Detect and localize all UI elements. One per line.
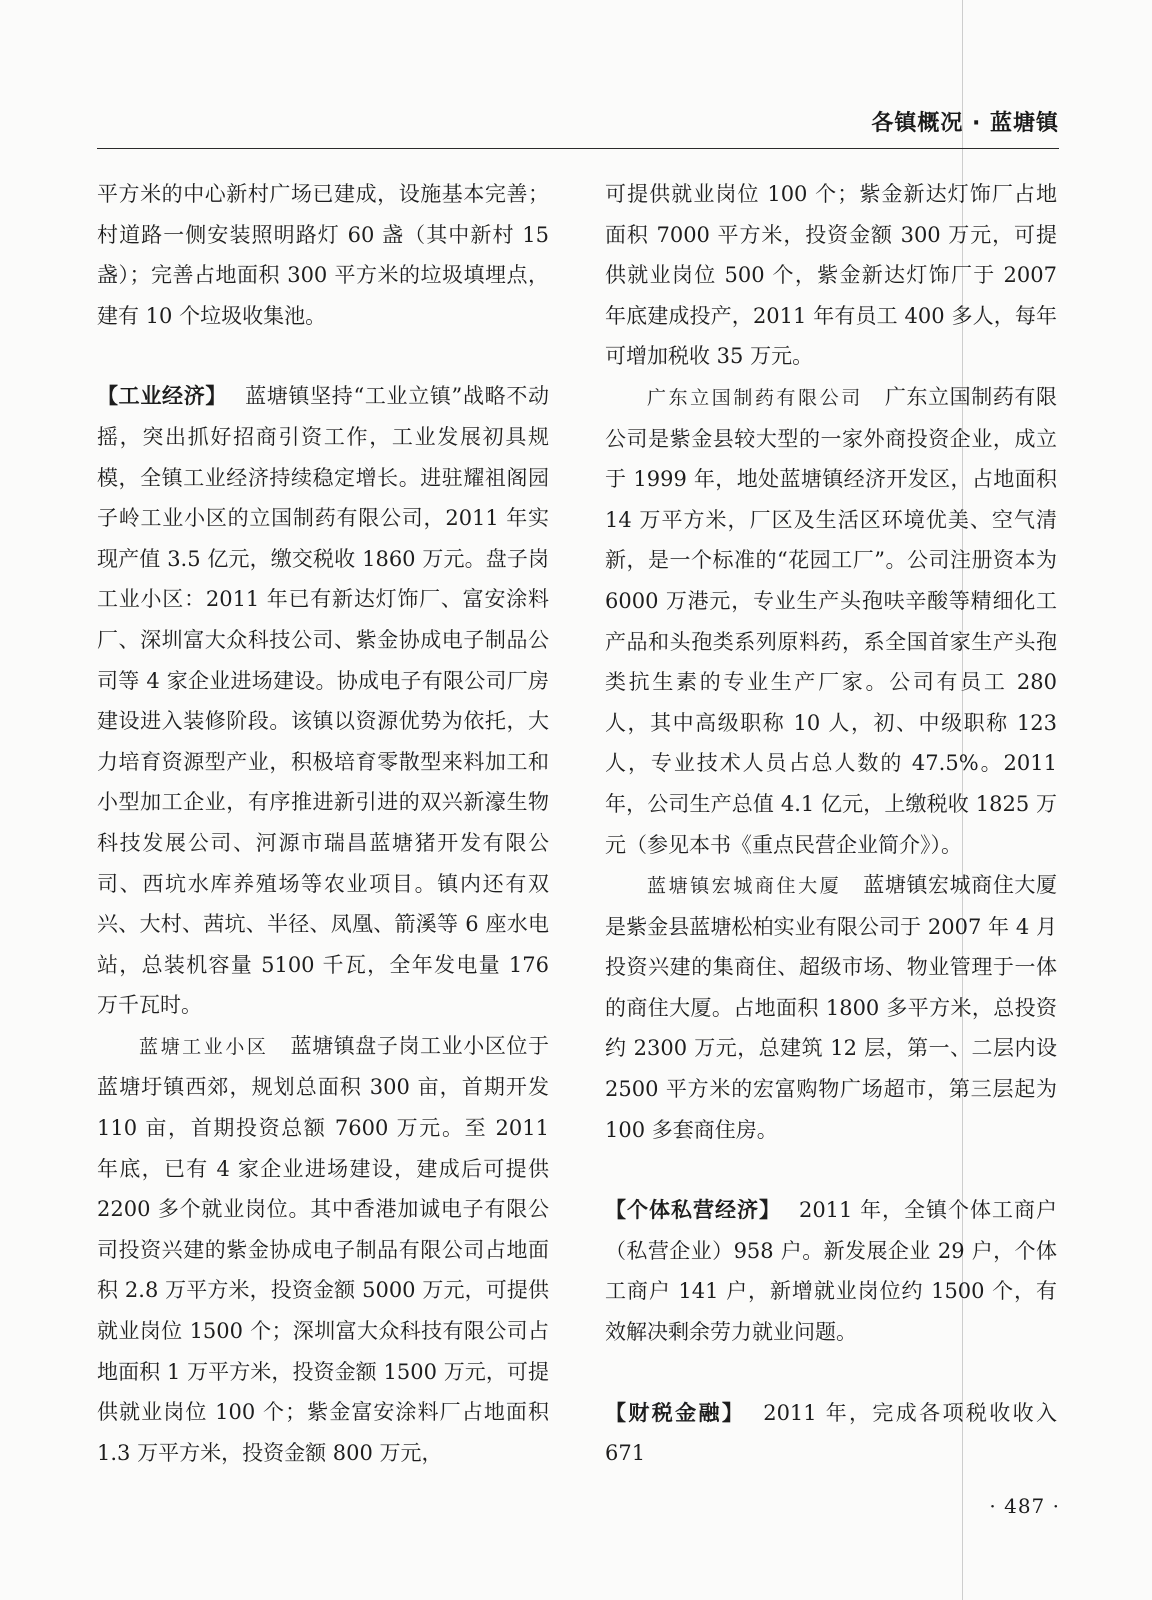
private-economy-section bbox=[605, 1190, 1057, 1352]
header-rule bbox=[97, 148, 1059, 149]
private-economy-body: 2011 年，全镇个体工商户（私营企业）958 户。新发展企业 29 户，个体工商户 141 户，新增就业岗位约 1500 个，有效解决剩余劳力就业问题。 bbox=[605, 1198, 1058, 1345]
running-header bbox=[97, 106, 1059, 156]
finance-body: 2011 年，完成各项税收收入 671 bbox=[605, 1400, 1057, 1466]
industrial-park-body: 蓝塘镇盘子岗工业小区位于蓝塘圩镇西郊，规划总面积 300 亩，首期开发 110 亩，首期投资总额 7600 万元。至 2011 年底，已有 4 家企业进场建设，建成后可提供 2200 多个就业岗位。其中香港加诚电子有限公司投资兴建的紫金协成电子制品有限公司占地面积 2.8 万平方米，投资金额 5000 万元，可提供就业岗位 1500 个；深圳富大众科技有限公司占地面积 1 万平方米，投资金额 1500 万元，可提供就业岗位 100 个；紫金富安涂料厂占地面积 1.3 万平方米，投资金额 800 万元， bbox=[97, 1033, 549, 1465]
section-gap bbox=[605, 1150, 1057, 1190]
running-header-title: 各镇概况 · 蓝塘镇 bbox=[871, 111, 1059, 136]
commercial-building-paragraph bbox=[605, 865, 1057, 1150]
pharma-company-body: 广东立国制药有限公司是紫金县较大型的一家外商投资企业，成立于 1999 年，地处蓝塘镇经济开发区，占地面积 14 万平方米，厂区及生活区环境优美、空气清新，是一个标准的“花园工厂”。公司注册资本为 6000 万港元，专业生产头孢呋辛酸等精细化工产品和头孢类系列原料药，系全国首家生产头孢类抗生素的专业生产厂家。公司有员工 280 人，其中高级职称 10 人，初、中级职称 123 人，专业技术人员占总人数的 47.5%。2011 年，公司生产总值 4.1 亿元，上缴税收 1825 万元（参见本书《重点民营企业简介》）。 bbox=[605, 384, 1057, 857]
industry-section-heading: 【工业经济】 bbox=[97, 384, 228, 409]
commercial-building-heading: 蓝塘镇宏城商住大厦 bbox=[647, 875, 842, 898]
industrial-park-heading: 蓝塘工业小区 bbox=[139, 1035, 269, 1058]
industry-section-body: 蓝塘镇坚持“工业立镇”战略不动摇，突出抓好招商引资工作，工业发展初具规模，全镇工业经济持续稳定增长。进驻耀祖阁园子岭工业小区的立国制药有限公司，2011 年实现产值 3.5 亿元，缴交税收 1860 万元。盘子岗工业小区：2011 年已有新达灯饰厂、富安涂料厂、深圳富大众科技公司、紫金协成电子制品公司等 4 家企业进场建设。协成电子有限公司厂房建设进入装修阶段。该镇以资源优势为依托，大力培育资源型产业，积极培育零散型来料加工和小型加工企业，有序推进新引进的双兴新濠生物科技发展公司、河源市瑞昌蓝塘猪开发有限公司、西坑水库养殖场等农业项目。镇内还有双兴、大村、茜坑、半径、凤凰、箭溪等 6 座水电站，总装机容量 5100 千瓦，全年发电量 176 万千瓦时。 bbox=[97, 384, 549, 1018]
commercial-building-body: 蓝塘镇宏城商住大厦是紫金县蓝塘松柏实业有限公司于 2007 年 4 月投资兴建的集商住、超级市场、物业管理于一体的商住大厦。占地面积 1800 多平方米，总投资约 2300 万元，总建筑 12 层，第一、二层内设 2500 平方米的宏富购物广场超市，第三层起为 100 多套商住房。 bbox=[605, 873, 1057, 1142]
village-facilities-paragraph: 平方米的中心新村广场已建成，设施基本完善；村道路一侧安装照明路灯 60 盏（其中新村 15 盏）；完善占地面积 300 平方米的垃圾填埋点，建有 10 个垃圾收集池。 bbox=[97, 182, 549, 328]
page-number: · 487 · bbox=[989, 1494, 1060, 1518]
industrial-park-paragraph bbox=[97, 1026, 549, 1474]
industry-section bbox=[97, 376, 549, 1026]
section-gap bbox=[97, 336, 549, 376]
finance-heading: 【财税金融】 bbox=[605, 1400, 746, 1425]
finance-section bbox=[605, 1393, 1057, 1474]
pharma-company-paragraph bbox=[605, 377, 1057, 865]
section-gap bbox=[605, 1353, 1057, 1393]
left-column bbox=[97, 174, 549, 1473]
continued-industry-paragraph: 可提供就业岗位 100 个；紫金新达灯饰厂占地面积 7000 平方米，投资金额 300 万元，可提供就业岗位 500 个，紫金新达灯饰厂于 2007 年底建成投产，2011 年有员工 400 多人，每年可增加税收 35 万元。 bbox=[605, 182, 1057, 369]
pharma-company-heading: 广东立国制药有限公司 bbox=[647, 386, 863, 409]
private-economy-heading: 【个体私营经济】 bbox=[605, 1198, 781, 1223]
right-column bbox=[605, 174, 1057, 1474]
